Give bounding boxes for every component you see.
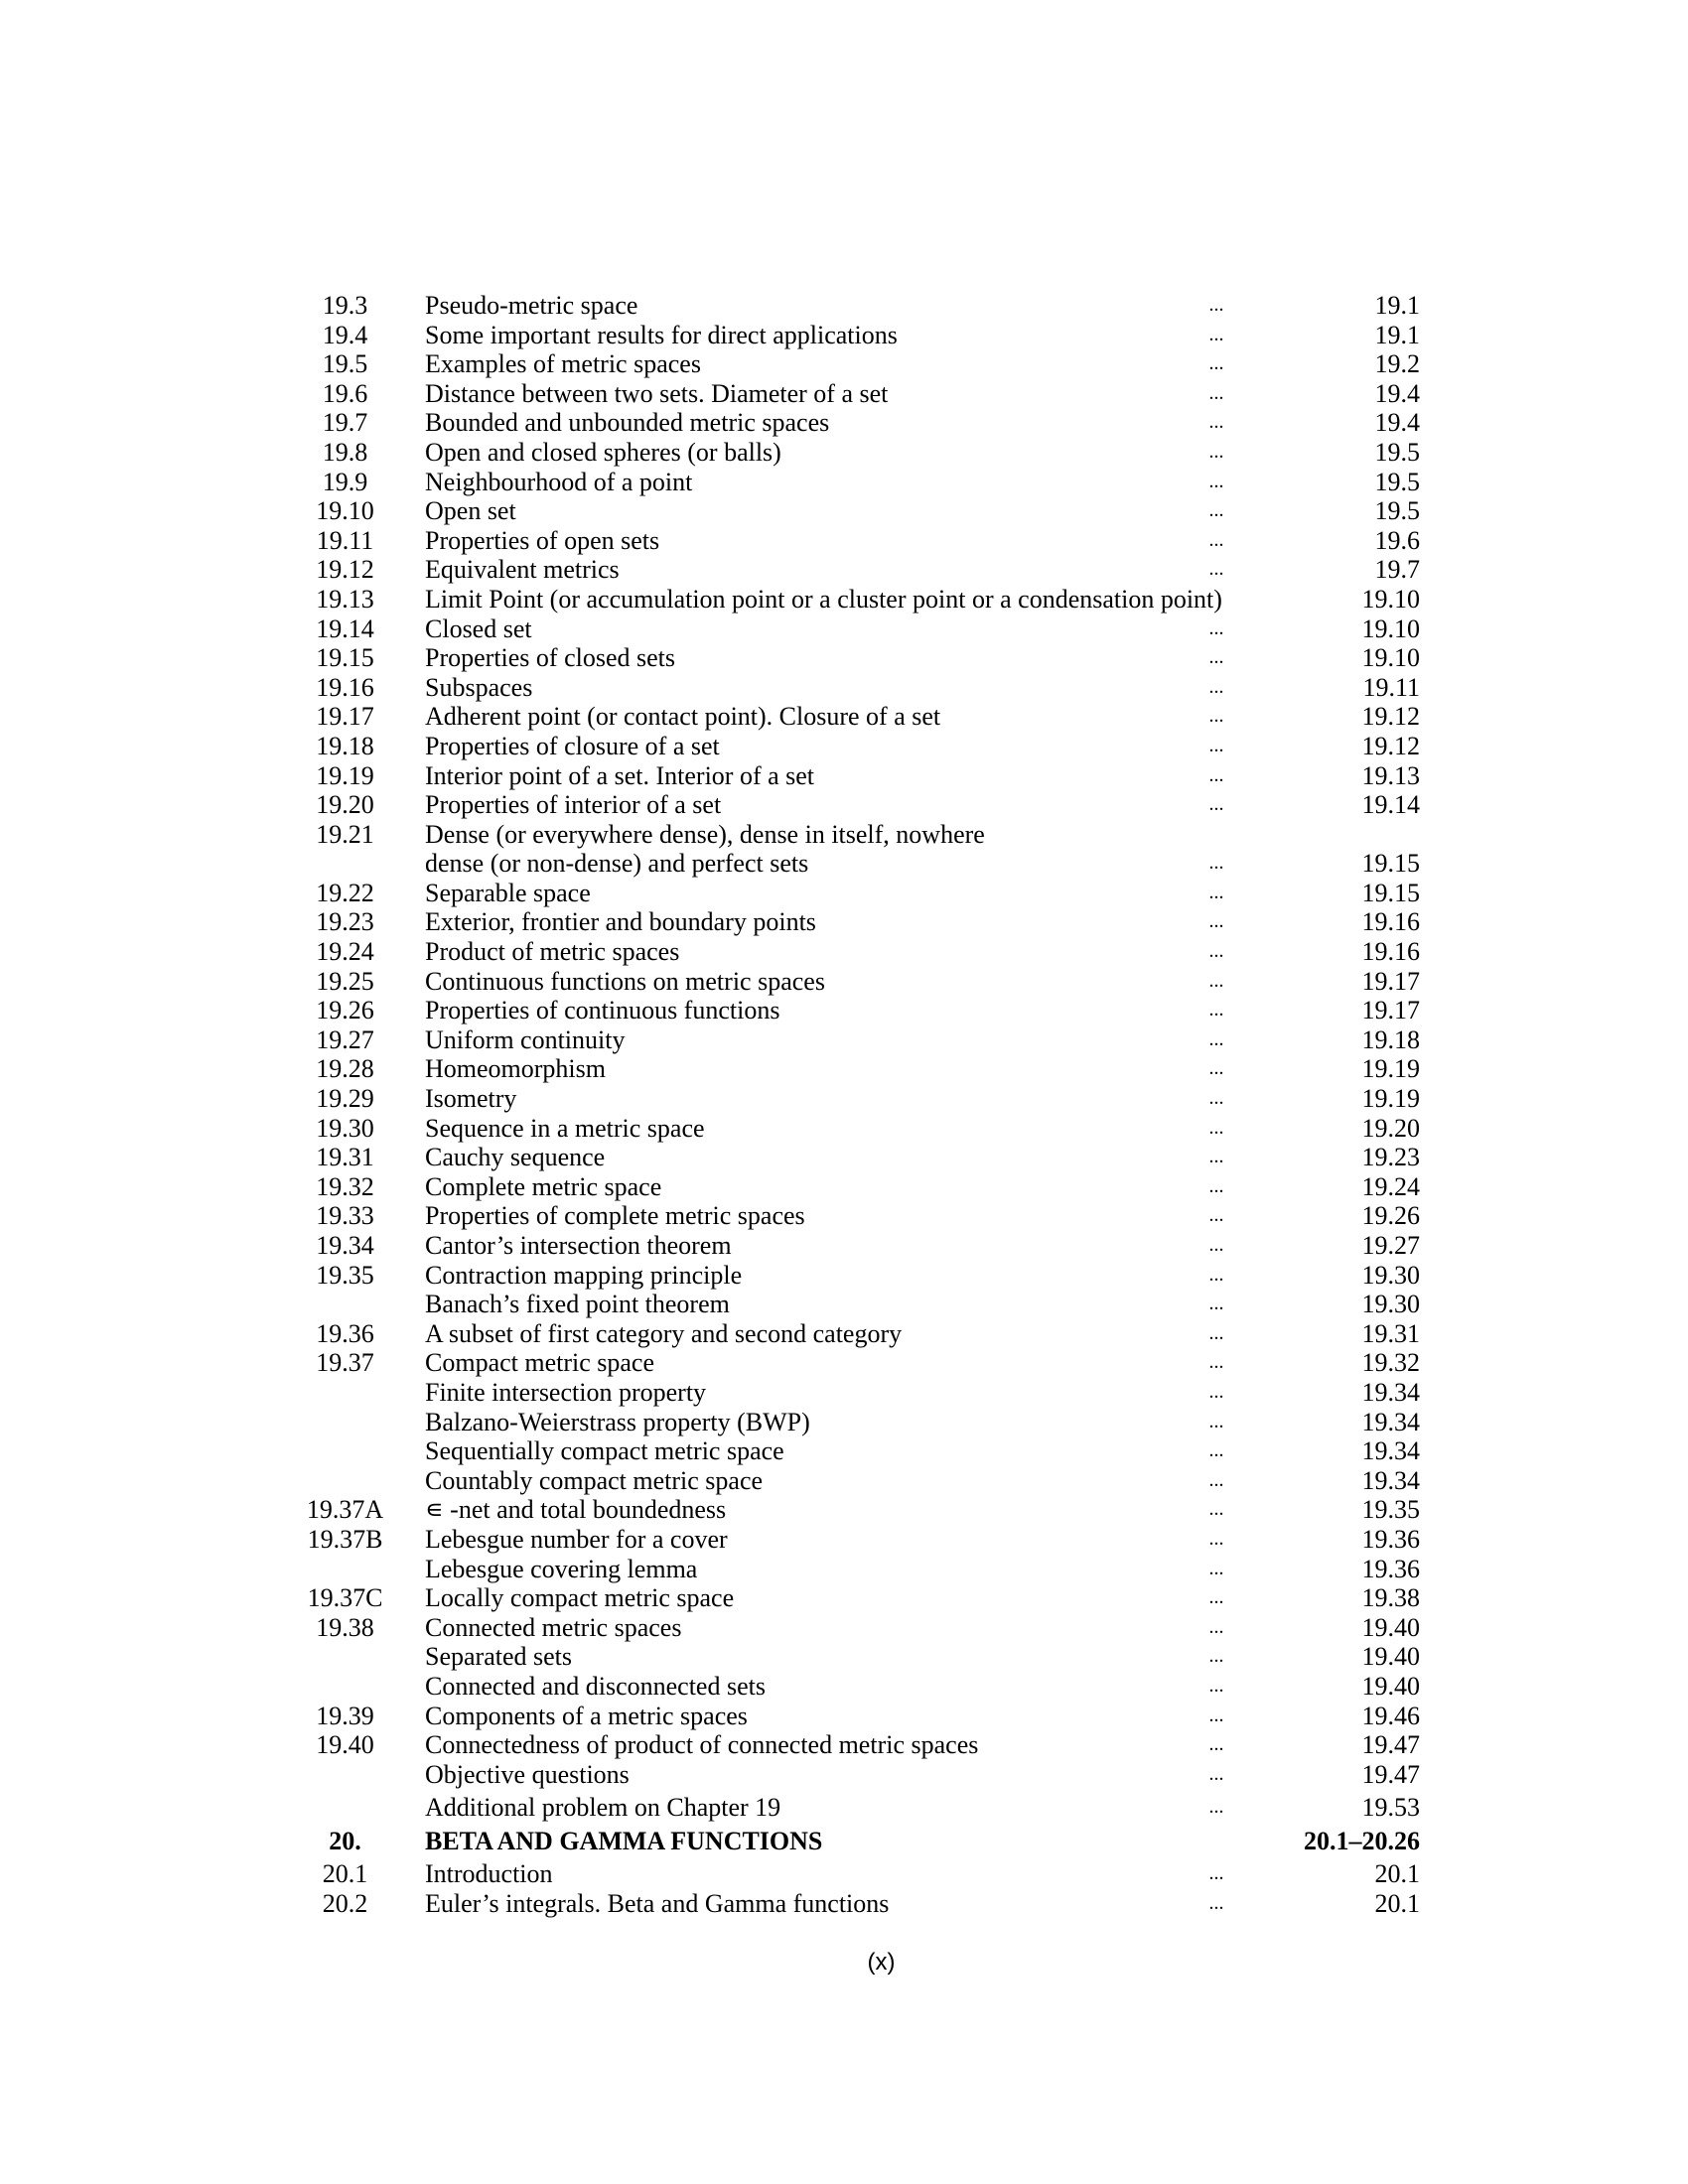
toc-entry xyxy=(298,879,1420,908)
toc-page-number: 19.4 xyxy=(1374,408,1420,438)
toc-leader-dots: ... xyxy=(1208,1796,1224,1819)
toc-section-number: 19.37 xyxy=(316,1348,374,1378)
toc-entry xyxy=(298,1889,1420,1919)
toc-entry xyxy=(298,1348,1420,1378)
toc-section-number: 19.34 xyxy=(316,1231,374,1260)
toc-entry-title: Lebesgue number for a cover xyxy=(425,1524,728,1554)
toc-page-number: 19.5 xyxy=(1374,467,1420,496)
toc-section-number: 19.4 xyxy=(322,320,368,349)
toc-entry xyxy=(298,496,1420,526)
toc-entry xyxy=(298,1261,1420,1291)
toc-leader-dots: ... xyxy=(1208,1527,1224,1550)
toc-leader-dots: ... xyxy=(1208,323,1224,345)
toc-entry xyxy=(298,1378,1420,1408)
toc-page-number: 19.20 xyxy=(1361,1113,1420,1143)
toc-section-number: 20.2 xyxy=(322,1889,368,1919)
toc-entry-title: Separated sets xyxy=(425,1642,573,1672)
toc-section-number: 19.37A xyxy=(306,1495,384,1525)
toc-entry-title: Product of metric spaces xyxy=(425,937,680,967)
toc-leader-dots: ... xyxy=(1208,1057,1224,1080)
toc-entry-title: Subspaces xyxy=(425,672,533,702)
toc-entry-title: Locally compact metric space xyxy=(425,1583,735,1613)
toc-page-number: 20.1 xyxy=(1374,1889,1420,1919)
toc-page-number: 19.34 xyxy=(1361,1436,1420,1466)
toc-page-number: 19.46 xyxy=(1361,1701,1420,1730)
toc-section-number: 19.25 xyxy=(316,966,374,996)
toc-page-number: 19.19 xyxy=(1361,1054,1420,1084)
toc-leader-dots: ... xyxy=(1208,470,1224,492)
toc-section-number: 19.15 xyxy=(316,643,374,673)
toc-leader-dots: ... xyxy=(1208,969,1224,992)
toc-entry-title: Adherent point (or contact point). Closure of a set xyxy=(425,702,941,732)
toc-entry xyxy=(298,291,1420,321)
toc-leader-dots: ... xyxy=(1208,1645,1224,1668)
toc-entry-title: Open set xyxy=(425,496,516,526)
toc-entry-title: Introduction xyxy=(425,1859,553,1889)
toc-entry xyxy=(298,1054,1420,1084)
toc-entry xyxy=(298,1025,1420,1055)
toc-leader-dots: ... xyxy=(1208,852,1224,875)
toc-entry-title: Balzano-Weierstrass property (BWP) xyxy=(425,1407,810,1436)
toc-section-number: 19.17 xyxy=(316,702,374,732)
toc-entry-title: Contraction mapping principle xyxy=(425,1260,743,1290)
toc-section-number: 19.19 xyxy=(316,760,374,790)
toc-entry-title: Exterior, frontier and boundary points xyxy=(425,907,816,937)
toc-leader-dots: ... xyxy=(1208,881,1224,903)
toc-entry xyxy=(298,1495,1420,1525)
toc-section-number: 19.39 xyxy=(316,1701,374,1730)
toc-section-number: 19.40 xyxy=(316,1730,374,1760)
toc-section-number: 19.11 xyxy=(316,525,374,555)
toc-page-number: 19.1 xyxy=(1374,291,1420,320)
toc-entry-title: Continuous functions on metric spaces xyxy=(425,966,825,996)
toc-leader-dots: ... xyxy=(1208,1439,1224,1462)
toc-page-number: 19.18 xyxy=(1361,1024,1420,1054)
toc-leader-dots: ... xyxy=(1208,1234,1224,1256)
toc-entry-title: Examples of metric spaces xyxy=(425,349,701,379)
toc-section-number: 20.1 xyxy=(322,1859,368,1889)
toc-entry xyxy=(298,1114,1420,1144)
toc-entry xyxy=(298,1613,1420,1643)
toc-entry xyxy=(298,1408,1420,1437)
toc-leader-dots: ... xyxy=(1208,793,1224,816)
toc-leader-dots: ... xyxy=(1208,1762,1224,1785)
toc-entry xyxy=(298,1084,1420,1114)
toc-section-number: 19.29 xyxy=(316,1084,374,1114)
toc-section-number: 19.20 xyxy=(316,790,374,820)
toc-entry-title: Limit Point (or accumulation point or a cluster point or a condensation point) xyxy=(425,584,1222,614)
toc-entry xyxy=(298,1793,1420,1823)
toc-entry-title: BETA AND GAMMA FUNCTIONS xyxy=(425,1826,823,1855)
toc-page-number: 19.47 xyxy=(1361,1730,1420,1760)
toc-page-number: 19.6 xyxy=(1374,525,1420,555)
toc-section-number: 19.32 xyxy=(316,1171,374,1201)
toc-entry-title: Uniform continuity xyxy=(425,1024,626,1054)
toc-entry-title: Separable space xyxy=(425,878,591,907)
toc-entry-title: Connected metric spaces xyxy=(425,1612,682,1642)
toc-entry xyxy=(298,1525,1420,1555)
toc-entry-title: Objective questions xyxy=(425,1759,630,1789)
toc-entry xyxy=(298,1859,1420,1889)
toc-entry-title: Dense (or everywhere dense), dense in itself, nowhere xyxy=(425,819,985,849)
toc-entry xyxy=(298,1436,1420,1466)
toc-entry xyxy=(298,468,1420,497)
toc-entry-title: Connectedness of product of connected metric spaces xyxy=(425,1730,979,1760)
toc-entry-title: Properties of open sets xyxy=(425,525,660,555)
toc-entry xyxy=(298,1201,1420,1231)
toc-entry xyxy=(298,967,1420,997)
toc-page-number: 19.30 xyxy=(1361,1260,1420,1290)
toc-leader-dots: ... xyxy=(1208,1116,1224,1139)
toc-section-number: 19.28 xyxy=(316,1054,374,1084)
toc-page-number: 19.1 xyxy=(1374,320,1420,349)
toc-section-number: 19.18 xyxy=(316,731,374,760)
toc-section-number: 19.9 xyxy=(322,467,368,496)
toc-section-number: 19.31 xyxy=(316,1143,374,1172)
toc-entry-title: Pseudo-metric space xyxy=(425,291,638,320)
toc-entry xyxy=(298,702,1420,732)
toc-entry-title: Properties of continuous functions xyxy=(425,996,780,1025)
toc-section-number: 19.36 xyxy=(316,1318,374,1348)
toc-entry xyxy=(298,379,1420,409)
toc-section-number: 19.10 xyxy=(316,496,374,526)
toc-leader-dots: ... xyxy=(1208,1468,1224,1491)
toc-leader-dots: ... xyxy=(1208,616,1224,639)
toc-leader-dots: ... xyxy=(1208,1087,1224,1110)
toc-entry xyxy=(298,321,1420,350)
toc-entry-title: Properties of complete metric spaces xyxy=(425,1201,805,1231)
toc-entry xyxy=(298,937,1420,967)
toc-leader-dots: ... xyxy=(1208,1674,1224,1697)
toc-entry xyxy=(298,849,1420,879)
table-of-contents xyxy=(298,291,1420,1919)
toc-section-number: 19.37C xyxy=(307,1583,383,1613)
toc-leader-dots: ... xyxy=(1208,499,1224,522)
toc-entry xyxy=(298,820,1420,850)
toc-page-number: 19.2 xyxy=(1374,349,1420,379)
toc-page-number: 19.30 xyxy=(1361,1290,1420,1319)
toc-entry-title: Properties of closed sets xyxy=(425,643,676,673)
toc-page-number: 19.5 xyxy=(1374,437,1420,467)
toc-entry-title: Sequence in a metric space xyxy=(425,1113,705,1143)
toc-entry-title: Open and closed spheres (or balls) xyxy=(425,437,781,467)
toc-entry-title: Neighbourhood of a point xyxy=(425,467,693,496)
toc-entry-title: Interior point of a set. Interior of a set xyxy=(425,760,815,790)
toc-section-number: 19.8 xyxy=(322,437,368,467)
toc-entry xyxy=(298,790,1420,820)
toc-leader-dots: ... xyxy=(1208,528,1224,551)
toc-entry xyxy=(298,1172,1420,1202)
toc-page-number: 19.47 xyxy=(1361,1759,1420,1789)
toc-section-number: 19.22 xyxy=(316,878,374,907)
toc-page-number: 19.32 xyxy=(1361,1348,1420,1378)
toc-leader-dots: ... xyxy=(1208,1615,1224,1638)
toc-page-number: 19.11 xyxy=(1362,672,1420,702)
toc-section-number: 19.24 xyxy=(316,937,374,967)
toc-leader-dots: ... xyxy=(1208,1263,1224,1286)
toc-page-number: 19.19 xyxy=(1361,1084,1420,1114)
toc-page-number: 19.38 xyxy=(1361,1583,1420,1613)
toc-entry xyxy=(298,408,1420,438)
toc-section-number: 19.14 xyxy=(316,614,374,643)
toc-entry xyxy=(298,349,1420,379)
toc-page-number: 19.34 xyxy=(1361,1465,1420,1495)
toc-leader-dots: ... xyxy=(1208,1321,1224,1344)
toc-page-number: 19.53 xyxy=(1361,1793,1420,1823)
toc-leader-dots: ... xyxy=(1208,999,1224,1022)
toc-section-number: 19.30 xyxy=(316,1113,374,1143)
toc-entry-title: Cauchy sequence xyxy=(425,1143,606,1172)
toc-entry xyxy=(298,526,1420,556)
toc-entry-title: Cantor’s intersection theorem xyxy=(425,1231,732,1260)
toc-page-number: 19.12 xyxy=(1361,731,1420,760)
toc-entry xyxy=(298,1672,1420,1702)
toc-leader-dots: ... xyxy=(1208,940,1224,963)
toc-page-number: 20.1–20.26 xyxy=(1304,1826,1420,1855)
toc-section-number: 19.5 xyxy=(322,349,368,379)
toc-leader-dots: ... xyxy=(1208,646,1224,669)
toc-page-number: 19.34 xyxy=(1361,1377,1420,1407)
toc-entry xyxy=(298,1290,1420,1319)
toc-entry-title: A subset of first category and second category xyxy=(425,1318,903,1348)
toc-entry-title: Isometry xyxy=(425,1084,517,1114)
toc-page-number: 19.10 xyxy=(1361,614,1420,643)
toc-entry xyxy=(298,907,1420,937)
toc-leader-dots: ... xyxy=(1208,910,1224,933)
toc-entry-title: Compact metric space xyxy=(425,1348,655,1378)
toc-entry-title: Equivalent metrics xyxy=(425,555,620,585)
toc-leader-dots: ... xyxy=(1208,763,1224,786)
toc-entry-title: Sequentially compact metric space xyxy=(425,1436,784,1466)
toc-page-number: 19.35 xyxy=(1361,1495,1420,1525)
toc-entry xyxy=(298,643,1420,673)
toc-leader-dots: ... xyxy=(1208,1410,1224,1433)
toc-leader-dots: ... xyxy=(1208,1733,1224,1756)
toc-entry xyxy=(298,585,1420,614)
toc-page-number: 19.40 xyxy=(1361,1612,1420,1642)
toc-page-number: 19.23 xyxy=(1361,1143,1420,1172)
toc-chapter-heading xyxy=(298,1827,1420,1856)
toc-entry xyxy=(298,732,1420,761)
toc-entry-title: Homeomorphism xyxy=(425,1054,606,1084)
toc-entry-title: ∊ -net and total boundedness xyxy=(425,1495,727,1525)
toc-entry xyxy=(298,1583,1420,1613)
toc-page-number: 19.24 xyxy=(1361,1171,1420,1201)
toc-entry xyxy=(298,1642,1420,1672)
toc-entry-title: Components of a metric spaces xyxy=(425,1701,748,1730)
toc-leader-dots: ... xyxy=(1208,1586,1224,1609)
toc-entry xyxy=(298,1143,1420,1172)
toc-leader-dots: ... xyxy=(1208,1498,1224,1521)
toc-entry xyxy=(298,1231,1420,1261)
toc-entry xyxy=(298,555,1420,585)
toc-entry xyxy=(298,673,1420,703)
toc-entry-title: Properties of interior of a set xyxy=(425,790,722,820)
toc-leader-dots: ... xyxy=(1208,440,1224,463)
toc-page-number: 19.15 xyxy=(1361,878,1420,907)
toc-entry-title: Lebesgue covering lemma xyxy=(425,1554,698,1583)
toc-page-number: 19.12 xyxy=(1361,702,1420,732)
toc-page-number: 19.31 xyxy=(1361,1318,1420,1348)
toc-page-number: 19.16 xyxy=(1361,937,1420,967)
toc-entry-title: Distance between two sets. Diameter of a set xyxy=(425,378,889,408)
toc-leader-dots: ... xyxy=(1208,352,1224,375)
toc-entry xyxy=(298,1555,1420,1584)
toc-section-number: 19.38 xyxy=(316,1612,374,1642)
toc-leader-dots: ... xyxy=(1208,1174,1224,1197)
toc-section-number: 19.16 xyxy=(316,672,374,702)
toc-leader-dots: ... xyxy=(1208,1351,1224,1374)
toc-entry-title: Closed set xyxy=(425,614,532,643)
toc-section-number: 19.13 xyxy=(316,584,374,614)
toc-page-number: 19.15 xyxy=(1361,849,1420,879)
toc-page-number: 19.10 xyxy=(1361,584,1420,614)
toc-leader-dots: ... xyxy=(1208,381,1224,404)
toc-section-number: 19.37B xyxy=(307,1524,383,1554)
toc-entry-title: dense (or non-dense) and perfect sets xyxy=(425,849,809,879)
toc-page-number: 19.17 xyxy=(1361,996,1420,1025)
toc-page-number: 19.4 xyxy=(1374,378,1420,408)
toc-page-number: 19.40 xyxy=(1361,1642,1420,1672)
toc-section-number: 19.21 xyxy=(316,819,374,849)
toc-page-number: 19.7 xyxy=(1374,555,1420,585)
toc-page-number: 19.40 xyxy=(1361,1671,1420,1701)
toc-section-number: 19.35 xyxy=(316,1260,374,1290)
toc-page-number: 19.16 xyxy=(1361,907,1420,937)
toc-entry xyxy=(298,761,1420,791)
page-folio: (x) xyxy=(867,1949,896,1976)
toc-entry xyxy=(298,1466,1420,1496)
toc-leader-dots: ... xyxy=(1208,294,1224,316)
toc-leader-dots: ... xyxy=(1208,734,1224,756)
toc-leader-dots: ... xyxy=(1208,675,1224,698)
toc-entry xyxy=(298,438,1420,468)
toc-section-number: 19.27 xyxy=(316,1024,374,1054)
toc-leader-dots: ... xyxy=(1208,705,1224,728)
toc-page-number: 19.36 xyxy=(1361,1524,1420,1554)
toc-leader-dots: ... xyxy=(1208,411,1224,434)
toc-page-number: 20.1 xyxy=(1374,1859,1420,1889)
toc-leader-dots: ... xyxy=(1208,1862,1224,1885)
toc-entry xyxy=(298,614,1420,644)
toc-section-number: 20. xyxy=(329,1826,361,1855)
toc-page-number: 19.13 xyxy=(1361,760,1420,790)
toc-page-number: 19.34 xyxy=(1361,1407,1420,1436)
toc-section-number: 19.6 xyxy=(322,378,368,408)
toc-entry-title: Finite intersection property xyxy=(425,1377,707,1407)
toc-leader-dots: ... xyxy=(1208,1704,1224,1726)
toc-leader-dots: ... xyxy=(1208,1027,1224,1050)
toc-entry-title: Banach’s fixed point theorem xyxy=(425,1290,730,1319)
toc-entry-title: Bounded and unbounded metric spaces xyxy=(425,408,830,438)
toc-entry-title: Some important results for direct applications xyxy=(425,320,898,349)
toc-page-number: 19.27 xyxy=(1361,1231,1420,1260)
toc-entry-title: Additional problem on Chapter 19 xyxy=(425,1793,781,1823)
toc-section-number: 19.7 xyxy=(322,408,368,438)
toc-section-number: 19.33 xyxy=(316,1201,374,1231)
toc-leader-dots: ... xyxy=(1208,1380,1224,1403)
toc-leader-dots: ... xyxy=(1208,1146,1224,1168)
toc-leader-dots: ... xyxy=(1208,1557,1224,1579)
toc-entry xyxy=(298,1702,1420,1731)
toc-section-number: 19.23 xyxy=(316,907,374,937)
toc-page-number: 19.14 xyxy=(1361,790,1420,820)
toc-leader-dots: ... xyxy=(1208,1892,1224,1915)
toc-page-number: 19.17 xyxy=(1361,966,1420,996)
toc-page-number: 19.26 xyxy=(1361,1201,1420,1231)
toc-section-number: 19.3 xyxy=(322,291,368,320)
toc-section-number: 19.26 xyxy=(316,996,374,1025)
toc-leader-dots: ... xyxy=(1208,558,1224,581)
toc-entry xyxy=(298,996,1420,1025)
toc-entry xyxy=(298,1760,1420,1790)
toc-entry-title: Countably compact metric space xyxy=(425,1465,764,1495)
toc-leader-dots: ... xyxy=(1208,1204,1224,1227)
toc-page-number: 19.10 xyxy=(1361,643,1420,673)
toc-leader-dots: ... xyxy=(1208,1293,1224,1315)
toc-page-number: 19.5 xyxy=(1374,496,1420,526)
toc-entry-title: Complete metric space xyxy=(425,1171,662,1201)
toc-page-number: 19.36 xyxy=(1361,1554,1420,1583)
toc-entry-title: Connected and disconnected sets xyxy=(425,1671,766,1701)
toc-entry-title: Properties of closure of a set xyxy=(425,731,720,760)
toc-entry xyxy=(298,1319,1420,1349)
toc-entry-title: Euler’s integrals. Beta and Gamma functions xyxy=(425,1889,890,1919)
toc-section-number: 19.12 xyxy=(316,555,374,585)
toc-entry xyxy=(298,1730,1420,1760)
